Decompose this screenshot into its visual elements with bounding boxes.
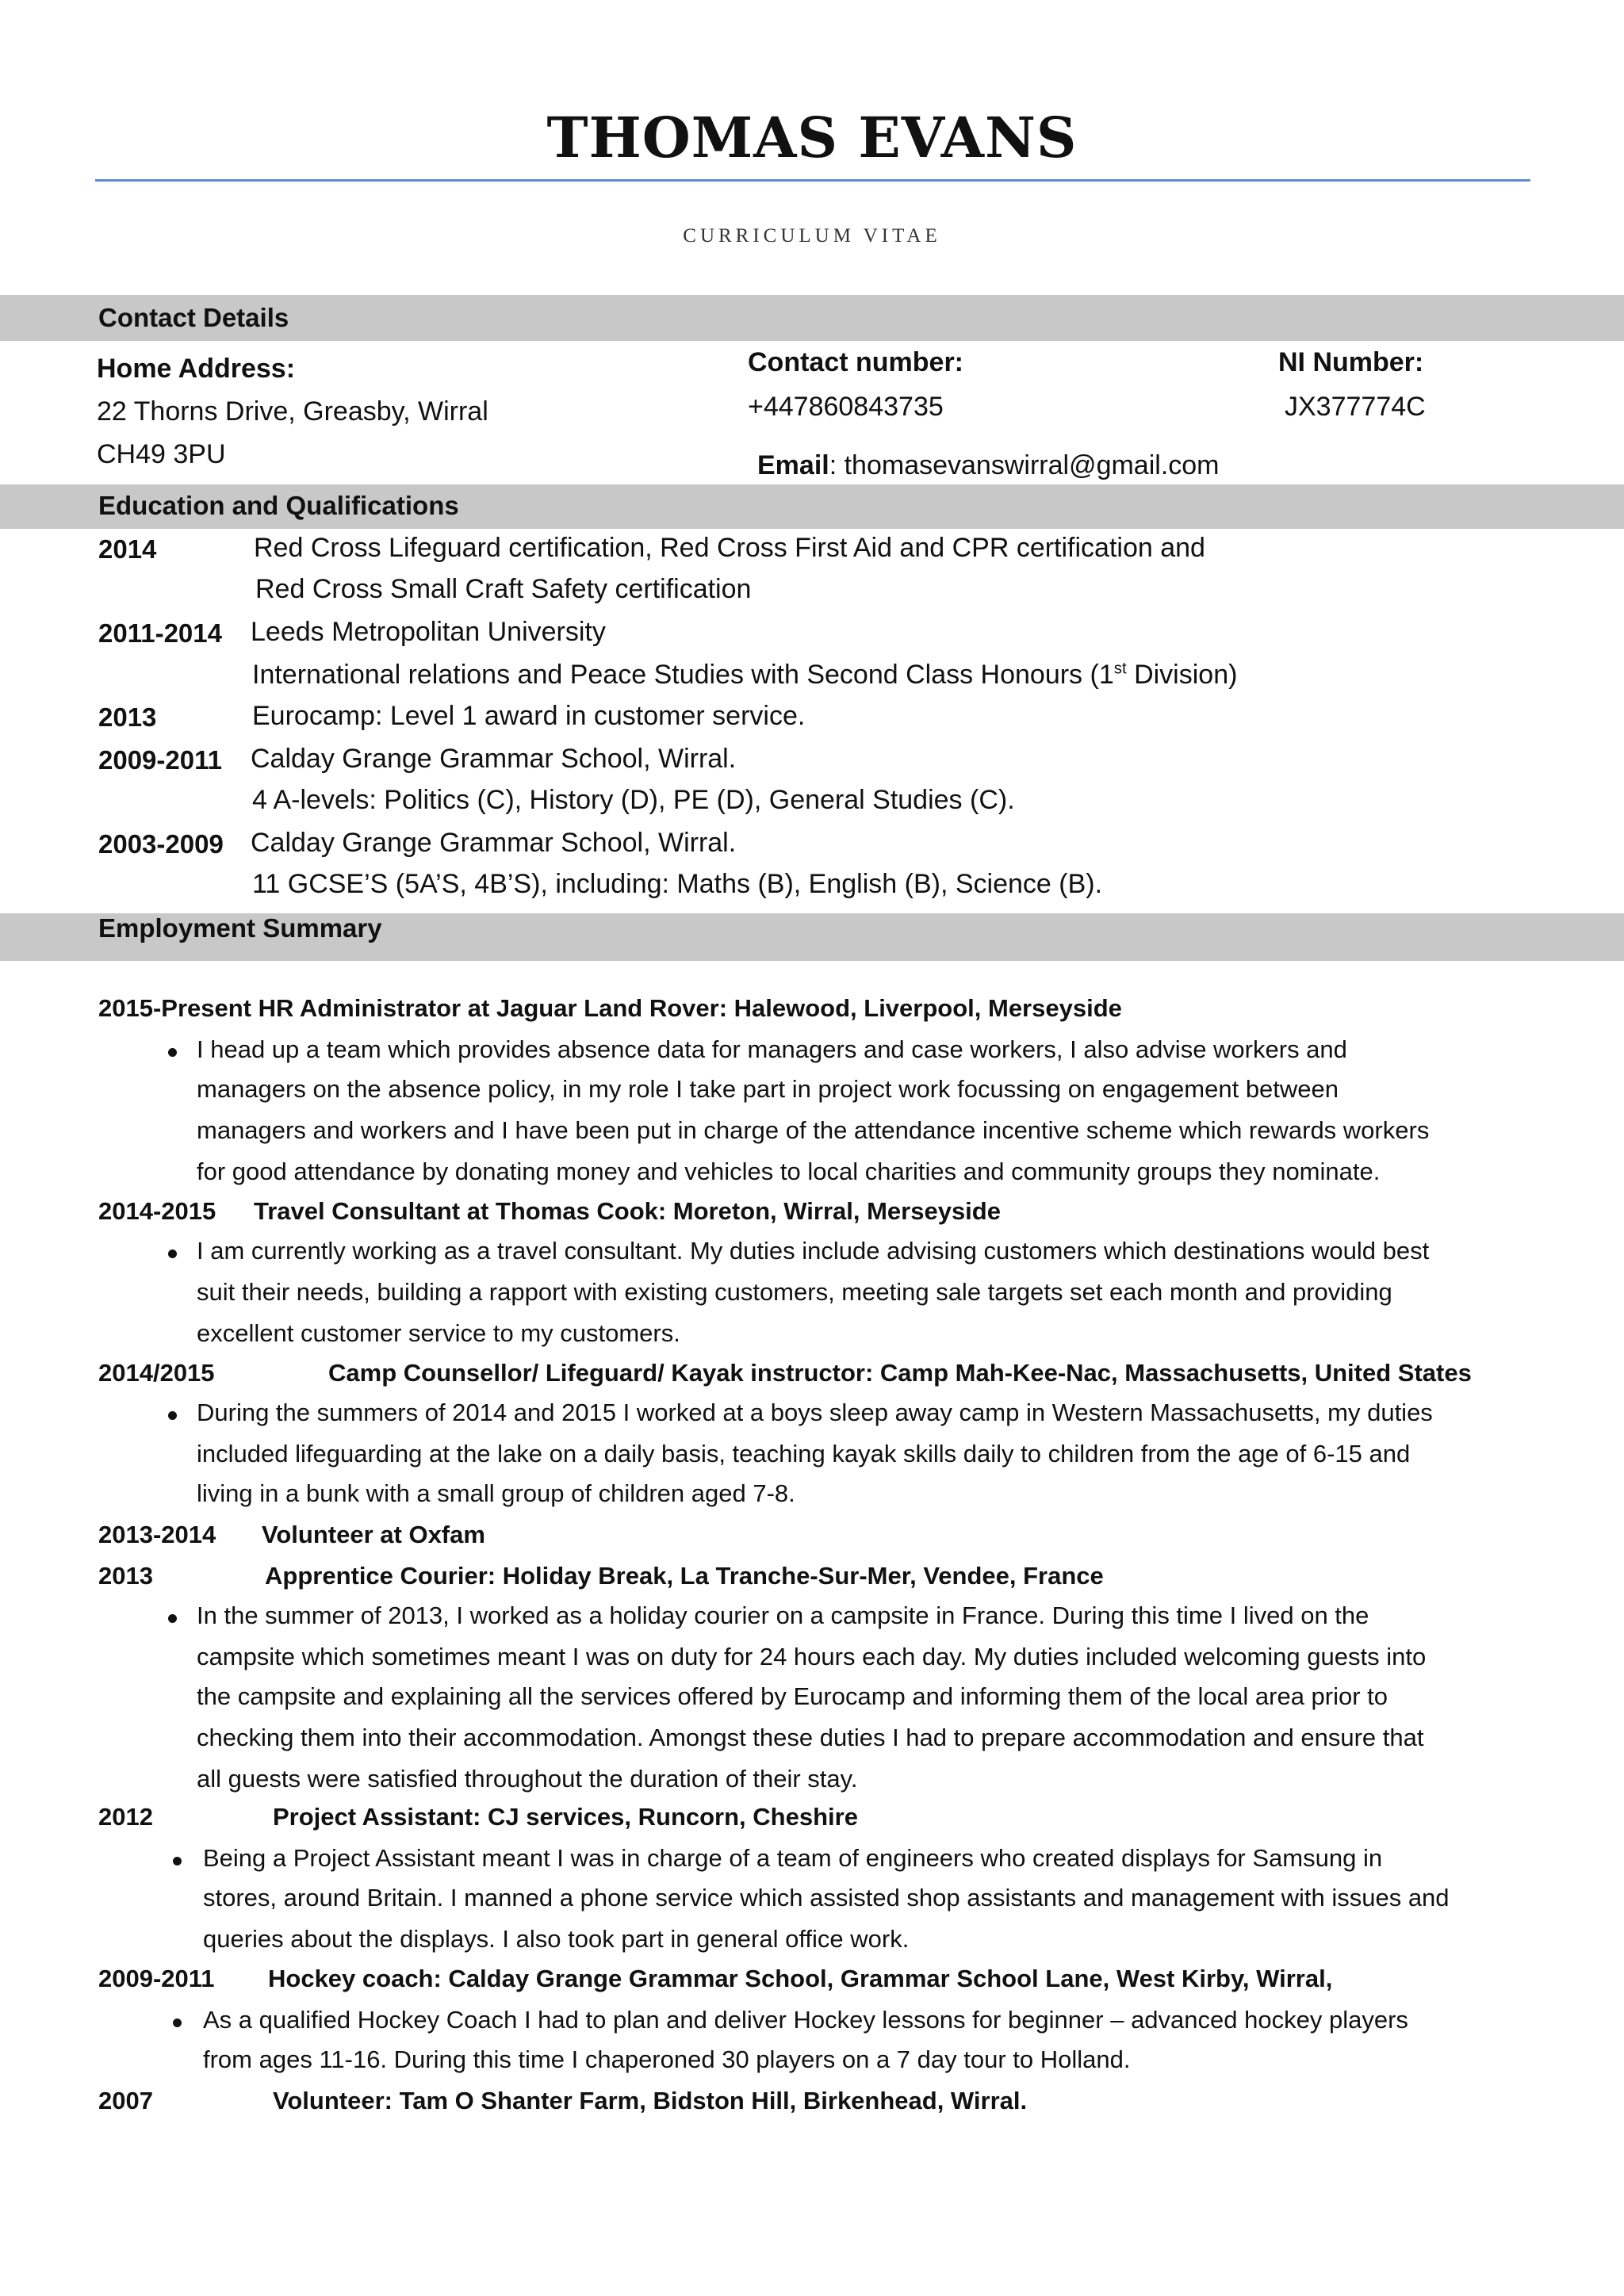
education-section-band (0, 484, 1624, 529)
job-title: Hockey coach: Calday Grange Grammar School, Grammar School Lane, West Kirby, Wirral, (268, 1965, 1333, 1992)
job-description-line: the campsite and explaining all the services offered by Eurocamp and informing them of the local area prior to (197, 1682, 1388, 1710)
contact-number: +447860843735 (748, 392, 944, 422)
bullet-icon (168, 1411, 177, 1420)
edu-line: Leeds Metropolitan University (251, 617, 606, 647)
edu-degree-text: International relations and Peace Studies with Second Class Honours (1 (252, 660, 1114, 690)
edu-line: Eurocamp: Level 1 award in customer service. (252, 701, 806, 731)
ni-number: JX377774C (1285, 392, 1426, 422)
ni-number-label: NI Number: (1278, 347, 1424, 377)
job-description-line: managers and workers and I have been put in charge of the attendance incentive scheme which rewards workers (197, 1116, 1430, 1144)
bullet-icon (173, 1857, 182, 1866)
job-description-line: managers on the absence policy, in my role I take part in project work focussing on engagement between (197, 1075, 1339, 1103)
job-description-line: During the summers of 2014 and 2015 I worked at a boys sleep away camp in Western Massachusetts, my duties (197, 1399, 1433, 1426)
job-title: Project Assistant: CJ services, Runcorn, Cheshire (273, 1803, 858, 1831)
email-line (757, 450, 1220, 481)
contact-section-band (0, 295, 1624, 341)
job-year: 2013-2014 (98, 1521, 216, 1548)
job-year: 2013 (98, 1562, 153, 1590)
email-label: Email (757, 450, 829, 480)
edu-line: 4 A-levels: Politics (C), History (D), PE (D), General Studies (C). (252, 785, 1015, 815)
edu-year: 2011-2014 (98, 618, 222, 648)
job-title: Apprentice Courier: Holiday Break, La Tranche-Sur-Mer, Vendee, France (265, 1562, 1104, 1590)
edu-line: Red Cross Lifeguard certification, Red Cross First Aid and CPR certification and (254, 533, 1205, 563)
job-heading: 2015-Present HR Administrator at Jaguar Land Rover: Halewood, Liverpool, Merseyside (98, 994, 1122, 1022)
bullet-icon (168, 1048, 177, 1057)
bullet-icon (173, 2019, 182, 2027)
edu-year: 2003-2009 (98, 829, 224, 859)
edu-year: 2014 (98, 534, 157, 564)
job-description-line: I am currently working as a travel consultant. My duties include advising customers which destinations would best (197, 1237, 1430, 1265)
edu-line: 11 GCSE’S (5A’S, 4B’S), including: Maths (B), English (B), Science (B). (252, 869, 1103, 899)
job-title: Volunteer: Tam O Shanter Farm, Bidston Hill, Birkenhead, Wirral. (273, 2087, 1028, 2114)
job-description-line: In the summer of 2013, I worked as a holiday courier on a campsite in France. During this time I lived on the (197, 1601, 1369, 1629)
edu-degree-division: Division) (1126, 660, 1238, 690)
edu-line: Red Cross Small Craft Safety certification (255, 574, 752, 604)
job-description-line: queries about the displays. I also took part in general office work. (203, 1925, 910, 1953)
job-title: Volunteer at Oxfam (262, 1521, 485, 1548)
bullet-icon (168, 1614, 177, 1623)
job-description-line: all guests were satisfied throughout the duration of their stay. (197, 1765, 858, 1793)
resume-name: THOMAS EVANS (546, 105, 1078, 170)
employment-section-title: Employment Summary (98, 913, 382, 943)
address-line-2: CH49 3PU (97, 439, 226, 469)
job-description-line: checking them into their accommodation. Amongst these duties I had to prepare accommodation and ensure that (197, 1724, 1424, 1751)
job-title: Camp Counsellor/ Lifeguard/ Kayak instructor: Camp Mah-Kee-Nac, Massachusetts, United States (328, 1359, 1472, 1387)
employment-section-band (0, 913, 1624, 961)
job-year: 2014-2015 (98, 1197, 216, 1225)
job-description-line: for good attendance by donating money and vehicles to local charities and community groups they nominate. (197, 1158, 1381, 1185)
job-title: Travel Consultant at Thomas Cook: Moreton, Wirral, Merseyside (254, 1197, 1001, 1225)
edu-line: Calday Grange Grammar School, Wirral. (251, 828, 737, 858)
edu-degree-superscript: st (1113, 660, 1127, 678)
education-section-title: Education and Qualifications (98, 491, 459, 520)
job-description-line: I head up a team which provides absence data for managers and case workers, I also advise workers and (197, 1035, 1347, 1063)
job-year: 2012 (98, 1803, 153, 1831)
edu-line (252, 660, 1237, 691)
header-rule (95, 179, 1530, 182)
job-description-line: from ages 11-16. During this time I chaperoned 30 players on a 7 day tour to Holland. (203, 2045, 1131, 2073)
job-description-line: excellent customer service to my customers. (197, 1319, 680, 1347)
home-address-label: Home Address: (97, 354, 296, 384)
job-description-line: As a qualified Hockey Coach I had to plan and deliver Hockey lessons for beginner – advanced hockey players (203, 2006, 1408, 2034)
job-description-line: suit their needs, building a rapport with existing customers, meeting sale targets set each month and providing (197, 1278, 1392, 1306)
contact-number-label: Contact number: (748, 347, 963, 377)
resume-subtitle: CURRICULUM VITAE (683, 225, 941, 247)
job-description-line: living in a bunk with a small group of children aged 7-8. (197, 1479, 795, 1507)
email-value: : thomasevanswirral@gmail.com (829, 450, 1220, 480)
address-line-1: 22 Thorns Drive, Greasby, Wirral (97, 396, 488, 427)
job-description-line: included lifeguarding at the lake on a daily basis, teaching kayak skills daily to children from the age of 6-15 and (197, 1440, 1411, 1468)
bullet-icon (168, 1249, 177, 1258)
job-description-line: stores, around Britain. I manned a phone service which assisted shop assistants and management with issues and (203, 1884, 1450, 1911)
job-year: 2014/2015 (98, 1359, 215, 1387)
job-year: 2009-2011 (98, 1965, 215, 1992)
job-year: 2007 (98, 2087, 153, 2114)
edu-year: 2009-2011 (98, 745, 222, 775)
job-description-line: Being a Project Assistant meant I was in charge of a team of engineers who created displays for Samsung in (203, 1844, 1383, 1872)
job-description-line: campsite which sometimes meant I was on duty for 24 hours each day. My duties included welcoming guests into (197, 1643, 1427, 1670)
edu-year: 2013 (98, 702, 157, 732)
contact-section-title: Contact Details (98, 303, 289, 332)
edu-line: Calday Grange Grammar School, Wirral. (251, 744, 737, 774)
